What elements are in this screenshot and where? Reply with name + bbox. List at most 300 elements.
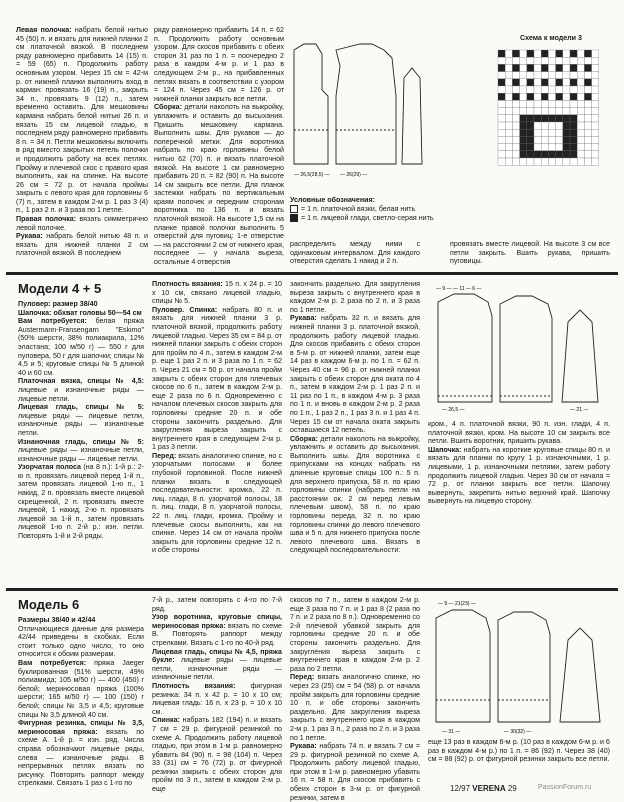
paragraph-text: белая пряжа Austermann-Fransengarn "Eskimo" (50% шерсти, 38% полиакрила, 12% эластана; 100 м/50 г) — 550 г для пуловера, 50 г для шапочки; спицы № 4,5 и 5; круговые спицы № 5 длиной 40 и 60 см.: [18, 317, 144, 377]
scheme-cell: [570, 144, 577, 151]
legend-title: Условные обозначения:: [290, 196, 376, 204]
paragraph-text: кром., 4 п. платочной вязки, 90 п. изн. глади, 4 п. платочной вязки, кром. На высоте 10 см закрыть все петли. Вшить воротник, пришить рукава.: [428, 420, 610, 446]
paragraph: [428, 420, 610, 446]
scheme-cell: [592, 158, 599, 165]
scheme-cell: [570, 100, 577, 107]
scheme-cell: [541, 57, 548, 64]
scheme-cell: [520, 72, 527, 79]
scheme-cell: [534, 151, 541, 158]
scheme-cell: [534, 115, 541, 122]
scheme-cell: [592, 72, 599, 79]
scheme-cell: [498, 79, 505, 86]
scheme-cell: [505, 100, 512, 107]
scheme-cell: [527, 72, 534, 79]
paragraph: [18, 403, 144, 437]
top-column-3: распределить между ними с одинаковым интервалом. Для каждого отверстия сделать 1 накид и 2 п.: [290, 240, 420, 266]
scheme-cell: [556, 57, 563, 64]
mid-dim-c: — 21 —: [570, 407, 589, 413]
scheme-cell: [512, 72, 519, 79]
scheme-cell: [498, 50, 505, 57]
scheme-cell: [505, 57, 512, 64]
scheme-cell: [556, 144, 563, 151]
scheme-cell: [584, 115, 591, 122]
scheme-cell: [577, 64, 584, 71]
scheme-cell: [548, 79, 555, 86]
paragraph-lead: Правая полочка:: [16, 215, 77, 224]
paragraph: [18, 625, 144, 659]
scheme-cell: [548, 108, 555, 115]
scheme-cell: [563, 108, 570, 115]
paragraph-text: вязать по схеме В. Повторять раппорт между стрелками. Вязать с 1-го по 40-й ряд.: [152, 621, 282, 647]
scheme-cell: [563, 115, 570, 122]
scheme-cell: [534, 144, 541, 151]
scheme-cell: [541, 151, 548, 158]
paragraph: [152, 682, 282, 716]
scheme-cell: [520, 86, 527, 93]
scheme-cell: [498, 64, 505, 71]
scheme-cell: [563, 72, 570, 79]
scheme-cell: [541, 122, 548, 129]
scheme-cell: [534, 129, 541, 136]
scheme-cell: [570, 93, 577, 100]
scheme-cell: [520, 122, 527, 129]
paragraph-lead: Узор воротника, круговые спицы, мериносовая пряжа:: [152, 613, 282, 630]
scheme-cell: [563, 151, 570, 158]
scheme-cell: [541, 136, 548, 143]
scheme-cell: [548, 50, 555, 57]
scheme-cell: [592, 100, 599, 107]
paragraph-text: набрать 74 п. и вязать 7 см = 29 р. фигурной резинкой по схеме А. Продолжить работу лицевой гладью, при этом в 1-м р. равномерно убавить 16 п. = 58 п. Для скосов прибавить с обеих сторон в 3-м р. от фигурной резинки, затем в: [290, 742, 420, 802]
paragraph-lead: Рукава:: [16, 232, 43, 241]
scheme-cell: [498, 151, 505, 158]
scheme-cell: [520, 158, 527, 165]
paragraph-lead: Левая полочка:: [16, 26, 72, 34]
paragraph: [152, 716, 282, 793]
paragraph-text: вязать аналогично спинке, но с узорчатыми полосами и более глубокой горловиной. После нижней планки вязать в следующей последовательности: кромка, 22 п. лиц. глади, 8 п. узорчатой полосы, 18 п. лиц. глади, 8 п. узорчатой полосы, 22 п. лиц. глади, кромка. Пройму и плечевые скосы выполнить, как на спинке. Через 14 см от начала пройм закрыть для горловины средние 12 п. и обе стороны: [152, 451, 282, 555]
paragraph-text: лицевые ряды — лицевые петли, изнаночные ряды — изнаночные петли.: [152, 656, 282, 682]
paragraph-text: набрать 32 п. и вязать для нижней планки 3 р. платочной вязкой, продолжить работу лицевой гладью. Для скосов прибавить с обеих сторон в 5-м р. от нижней планки, затем еще 14 раз в каждом 6-м р. по 1 п. = 62 п. Через 40 см = 96 р. от нижней планки закрыть с обеих сторон для оката по 4 п., затем в каждом 2-м р. 1 раз 2 п. и 11 раз по 1 п., в каждом 4-м р. 3 раза по 1 п. и вновь в каждом 2-м р. 2 раза по 1 п., 1 раз 2 п., 1 раз 3 п. и 1 раз 4 п. Через 15 см от начала оката закрыть оставшиеся 12 петель.: [290, 314, 420, 435]
paragraph: [18, 616, 144, 625]
scheme-cell: [534, 158, 541, 165]
paragraph-lead: Лицевая гладь, спицы № 5:: [18, 403, 144, 412]
scheme-cell: [512, 79, 519, 86]
section-divider-2: [6, 588, 618, 591]
scheme-cell: [512, 144, 519, 151]
scheme-cell: [556, 72, 563, 79]
paragraph-lead: Фигурная резинка, спицы № 3,5, мериносовая пряжа:: [18, 719, 144, 736]
paragraph-lead: Размеры 38/40 и 42/44: [18, 616, 96, 624]
paragraph: [18, 438, 144, 464]
paragraph-lead: Платочная вязка, спицы № 4,5:: [18, 377, 144, 386]
top-column-2: [154, 26, 284, 267]
top-schematic-diagram: [288, 30, 426, 180]
scheme-cell: [592, 151, 599, 158]
scheme-cell: [527, 129, 534, 136]
scheme-cell: [570, 158, 577, 165]
scheme-cell: [548, 158, 555, 165]
bottom-column-4: еще 13 раз в каждом 6-м р. (10 раз в каждом 6-м р. и 6 раз в каждом 4-м р.) по 1 п. = 86 (92) п. Через 38 (40) см = 88 (92) р. от фигурной резинки закрыть все петли.: [428, 738, 610, 764]
scheme-cell: [534, 93, 541, 100]
paragraph-text: фигурная резинка: 34 п. х 42 р. = 10 х 10 см; лицевая гладь: 16 п. х 23 р. = 10 х 10 см.: [152, 681, 282, 716]
scheme-cell: [541, 115, 548, 122]
middle-column-2: [152, 280, 282, 576]
scheme-cell: [570, 115, 577, 122]
scheme-cell: [505, 72, 512, 79]
scheme-cell: [520, 136, 527, 143]
paragraph: [290, 280, 420, 314]
scheme-cell: [505, 129, 512, 136]
paragraph: [290, 314, 420, 434]
paragraph-text: набрать на короткие круговые спицы 80 п. и вязать для планки по кругу 1 р. изнаночными, 1 р. лицевыми, 1 р. изнаночными петлями, затем работу продолжить лицевой гладью. Через 30 см от начала = 72 р. от планки закрыть все петли. Шапочку вывернуть, закрепить нитью верхний край. Шапочку вывернуть на лицевую сторону.: [428, 445, 610, 506]
scheme-cell: [512, 100, 519, 107]
paragraph-text: ряду равномерно прибавить 14 п. = 62 п. Продолжить работу основным узором. Для скосов прибавить с обеих сторон 31 раз по 1 п. = поочередно 2 раза в каждом 4-м р. и 1 раз в следующем 2-м р., на прибавленных петлях вязать в соответствии с узором = 124 п. Через 45 см = 126 р. от нижней планки закрыть все петли.: [154, 26, 284, 103]
scheme-cell: [498, 144, 505, 151]
scheme-cell: [512, 136, 519, 143]
paragraph-lead: Пуловер: размер 38/40: [18, 300, 98, 308]
scheme-model-3-grid: [494, 46, 606, 172]
paragraph-lead: Перед:: [152, 451, 177, 460]
paragraph-lead: Лицевая гладь, спицы № 4,5, пряжа букле:: [152, 647, 282, 665]
scheme-cell: [505, 93, 512, 100]
scheme-cell: [541, 108, 548, 115]
scheme-cell: [570, 57, 577, 64]
paragraph-text: скосов по 7 п., затем в каждом 2-м р. еще 3 раза по 7 п. и 1 раз 8 (2 раза по 7 п. и 2 раза по 8 п.). Одновременно со 2-й плечевой убавкой закрыть для горловины средние 20 п. и обе стороны закончить раздельно. Для закругления выреза закрыть с внутреннего края в каждом 2-м р. 2 раза по 2 петли.: [290, 596, 420, 673]
paragraph: [16, 232, 148, 258]
scheme-cell: [563, 136, 570, 143]
scheme-cell: [592, 93, 599, 100]
scheme-cell: [505, 136, 512, 143]
paragraph-text: набрать белой нитью 45 (50) п. и вязать для нижней планки 2 см платочной вязкой. В последнем ряду равномерно прибавить 14 (15) п. = 59 (65) п. Продолжить работу основным узором. Через 15 см = 42-м р. от нижней планки выполнить вход в карман: провязать 16 (19) п., закрыть 34 п., провязать 9 (12) п., затем временно оставить. Для мешковины кармана набрать белой нитью 26 п. и вязать 15 см лицевой гладью, в последнем ряду равномерно прибавить 8 п. = 34 п. Петли мешковины включить в ряд вместо закрытых петель полочки и продолжить работу на всех петлях. Пройму и плечевой скос с правого края выполнить, как на спинке. На высоте 26 см = 72 р. от начала проймы закрыть с левого края для горловины 6 (7) п., затем в каждом 2-м р. 1 раз 3 (4) п., 1 раз 2 п. и 3 раза по 1 петле.: [16, 26, 149, 215]
scheme-cell: [570, 64, 577, 71]
scheme-cell: [520, 64, 527, 71]
scheme-cell: [548, 64, 555, 71]
scheme-cell: [556, 115, 563, 122]
scheme-cell: [512, 86, 519, 93]
scheme-cell: [534, 100, 541, 107]
scheme-cell: [577, 151, 584, 158]
bot-dim-c: — 30(32) —: [504, 729, 532, 735]
paragraph-text: лицевые и изнаночные ряды — лицевые петли.: [18, 385, 144, 403]
scheme-cell: [556, 64, 563, 71]
paragraph-lead: Плотность вязания:: [152, 681, 236, 690]
paragraph-lead: Спинка:: [152, 716, 180, 725]
paragraph-text: набрать 80 п. и вязать для нижней планки 3 р. платочной вязкой, продолжить работу лицевой гладью. Через 35 см = 84 р. от нижней планки закрыть с обеих сторон для пройм по 4 п., затем в каждом 2-м р. еще 1 раз 2 п. и 3 раза по 1 п. = 62 п. Через 21 см = 50 р. от начала пройм закрыть с обеих сторон для плечевых скосов по 6 п., затем в каждом 2-м р. еще 2 раза по 6 п. Одновременно с началом плечевых скосов закрыть для горловины средние 20 п. и обе стороны закончить раздельно. Для закругления выреза закрыть с внутреннего края в следующем 2-м р. 1 раз 3 петли.: [152, 305, 282, 452]
scheme-cell: [548, 93, 555, 100]
scheme-cell: [534, 122, 541, 129]
scheme-cell: [570, 136, 577, 143]
top-column-4: провязать вместе лицевой. На высоте 3 см все петли закрыть. Вшить рукава, пришить пуговицы.: [450, 240, 610, 266]
scheme-cell: [584, 108, 591, 115]
scheme-cell: [548, 86, 555, 93]
scheme-cell: [584, 144, 591, 151]
paragraph-text: набрать 182 (194) п. и вязать 7 см = 29 р. фигурной резинкой по схеме А. Продолжить работу лицевой гладью, при этом в 1-м р. равномерно убавить 84 (90) п. = 98 (104) п. Через 33 (31) см = 76 (72) р. от фигурной резинки закрыть с обеих сторон для пройм по 3 п., затем в каждом 2-м р. еще: [152, 716, 282, 794]
scheme-cell: [498, 129, 505, 136]
middle-column-3: [290, 280, 420, 576]
paragraph: [152, 452, 282, 555]
scheme-cell: [584, 129, 591, 136]
paragraph-text: вязать аналогично спинке, но через 23 (25) см = 54 (58) р. от начала пройм закрыть для горловины средние 10 п. и обе стороны закончить раздельно. Для закругления выреза закрыть с внутреннего края в каждом 2-м р. 1 раз 3 п., 2 раза по 2 п. и 3 раза по 1 петле.: [290, 673, 420, 742]
scheme-cell: [534, 50, 541, 57]
scheme-cell: [563, 100, 570, 107]
scheme-cell: [548, 151, 555, 158]
scheme-cell: [512, 151, 519, 158]
scheme-cell: [520, 50, 527, 57]
scheme-cell: [577, 86, 584, 93]
scheme-cell: [505, 151, 512, 158]
scheme-cell: [592, 144, 599, 151]
scheme-cell: [520, 108, 527, 115]
scheme-cell: [520, 115, 527, 122]
paragraph: [18, 463, 144, 540]
legend-block: [290, 196, 490, 223]
scheme-cell: [498, 122, 505, 129]
models-4-5-heading: Модели 4 + 5: [18, 281, 102, 296]
scheme-cell: [541, 79, 548, 86]
paragraph: [18, 317, 144, 377]
paragraph: [152, 648, 282, 682]
scheme-cell: [556, 86, 563, 93]
scheme-cell: [592, 122, 599, 129]
scheme-cell: [570, 122, 577, 129]
paragraph-lead: Изнаночная гладь, спицы № 5:: [18, 437, 144, 446]
paragraph-lead: Шапочка: обхват головы 50—54 см: [18, 308, 142, 317]
scheme-cell: [505, 108, 512, 115]
scheme-cell: [541, 72, 548, 79]
scheme-cell: [556, 151, 563, 158]
scheme-cell: [577, 57, 584, 64]
scheme-cell: [584, 158, 591, 165]
scheme-cell: [556, 108, 563, 115]
scheme-cell: [512, 115, 519, 122]
scheme-cell: [548, 144, 555, 151]
scheme-cell: [527, 108, 534, 115]
magazine-name: VERENA: [472, 784, 506, 793]
paragraph-text: 7-й р., затем повторять с 4-го по 7-й ряд.: [152, 596, 282, 613]
scheme-cell: [534, 108, 541, 115]
scheme-cell: [570, 129, 577, 136]
paragraph: [18, 659, 144, 719]
scheme-cell: [556, 100, 563, 107]
paragraph-text: лицевые ряды — лицевые петли, изнаночные ряды — изнаночные петли.: [18, 411, 144, 437]
paragraph-lead: Рукава:: [290, 742, 317, 751]
scheme-cell: [512, 129, 519, 136]
scheme-cell: [512, 93, 519, 100]
scheme-cell: [534, 86, 541, 93]
scheme-cell: [498, 100, 505, 107]
scheme-cell: [541, 50, 548, 57]
paragraph: [154, 103, 284, 266]
scheme-cell: [584, 122, 591, 129]
scheme-cell: [577, 79, 584, 86]
scheme-cell: [592, 136, 599, 143]
paragraph: [152, 613, 282, 647]
scheme-cell: [520, 151, 527, 158]
paragraph-lead: Шапочка:: [428, 445, 462, 454]
bot-dim-a: — 9 — 21(23) —: [438, 601, 476, 607]
top-dim-b: — 26(29) —: [340, 172, 368, 178]
scheme-cell: [548, 72, 555, 79]
scheme-cell: [592, 50, 599, 57]
paragraph-lead: Вам потребуется:: [18, 317, 87, 326]
scheme-cell: [527, 79, 534, 86]
scheme-cell: [570, 151, 577, 158]
scheme-cell: [527, 144, 534, 151]
scheme-cell: [520, 100, 527, 107]
scheme-cell: [563, 86, 570, 93]
scheme-cell: [584, 50, 591, 57]
scheme-cell: [570, 79, 577, 86]
scheme-cell: [556, 158, 563, 165]
scheme-cell: [505, 122, 512, 129]
scheme-cell: [584, 86, 591, 93]
paragraph-lead: Вам потребуется:: [18, 658, 87, 667]
paragraph-text: закончить раздельно. Для закругления выреза закрыть с внутреннего края в каждом 2-м р. 2 раза по 2 п. и 3 раза по 1 петле.: [290, 280, 420, 314]
scheme-cell: [577, 129, 584, 136]
scheme-cell: [527, 57, 534, 64]
scheme-cell: [592, 86, 599, 93]
scheme-cell: [505, 64, 512, 71]
scheme-cell: [498, 86, 505, 93]
scheme-cell: [556, 136, 563, 143]
paragraph: [290, 435, 420, 555]
scheme-cell: [548, 57, 555, 64]
model-6-heading: Модель 6: [18, 597, 80, 612]
scheme-cell: [556, 50, 563, 57]
paragraph: [18, 309, 144, 318]
paragraph-text: (на 8 п.): 1-й р.: 2-ю п. провязать лицевой перед 1-й п., затем провязать лицевой 1-ю п., 1 накид, 2 п. провязать вместе лицевой скрещенной, 2 п. провязать вместе лицевой, 1 накид, 2-ю п. провязать лицевой за 1-й п., затем провязать лицевой 1-ю п. 2-й р.: изн. петли. Повторять 1-й и 2-й ряды.: [18, 463, 144, 541]
paragraph-text: вязать симметрично левой полочке.: [16, 215, 148, 232]
top-dim-a: — 26,5(28,5) —: [294, 172, 330, 178]
scheme-cell: [577, 108, 584, 115]
paragraph-lead: Пуловер. Спинка:: [152, 305, 218, 314]
scheme-cell: [505, 86, 512, 93]
scheme-cell: [498, 72, 505, 79]
scheme-cell: [570, 86, 577, 93]
legend-item-grey: = 1 п. лицевой глади, светло-серая нить: [290, 214, 490, 223]
scheme-cell: [498, 57, 505, 64]
scheme-cell: [520, 93, 527, 100]
scheme-cell: [505, 79, 512, 86]
filled-square-icon: [290, 214, 298, 222]
paragraph-lead: Плотность вязания:: [152, 280, 223, 288]
paragraph: [152, 280, 282, 306]
paragraph-text: детали наколоть на выкройку, увлажнить и оставить до высыхания. Выполнить швы. Для воротника с припусками на концах набрать на длинные круговые спицы 100 п.: 5 п. для верхнего припуска, 58 п. по краю горловины спинки (набрать петли на расстоянии ок. 2 см перед левым плечевым швом), 58 п. по краю горловины переда, 32 п. по краю горловины спинки до левого плечевого шва и 5 п. для нижнего припуска после левого плечевого шва. Вязать в следующей последовательности:: [290, 434, 420, 555]
paragraph-text: пряжа Jaeger буклированная (51% шерсти, 49% полиамида; 105 м/50 г) — 400 (450) г белой; мериносовая пряжа (100% шерсти; 165 м/50 г) — 100 (150) г белой; спицы № 3,5 и 4,5; круговые спицы № 3,5 длиной 40 см.: [18, 658, 144, 719]
scheme-cell: [577, 122, 584, 129]
scheme-cell: [527, 136, 534, 143]
middle-schematic-diagram: [428, 282, 614, 414]
watermark: PassionForum.ru: [538, 784, 592, 791]
paragraph: [428, 446, 610, 506]
scheme-cell: [527, 50, 534, 57]
paragraph-text: 15 п. х 24 р. = 10 х 10 см, связано лицевой гладью, спицы № 5.: [152, 280, 282, 306]
scheme-cell: [541, 64, 548, 71]
scheme-cell: [548, 136, 555, 143]
scheme-cell: [505, 115, 512, 122]
paragraph: [152, 596, 282, 613]
scheme-cell: [548, 100, 555, 107]
scheme-cell: [505, 144, 512, 151]
scheme-cell: [563, 129, 570, 136]
scheme-cell: [512, 64, 519, 71]
issue-number: 12/97: [450, 784, 471, 793]
scheme-cell: [512, 122, 519, 129]
scheme-cell: [512, 50, 519, 57]
middle-column-1: [18, 300, 144, 576]
scheme-cell: [520, 79, 527, 86]
scheme-cell: [541, 86, 548, 93]
paragraph-lead: Сборка:: [290, 434, 318, 443]
paragraph-lead: Рукава:: [290, 314, 317, 323]
scheme-cell: [556, 79, 563, 86]
bottom-column-3: [290, 596, 420, 802]
scheme-cell: [563, 50, 570, 57]
paragraph: [16, 215, 148, 232]
scheme-cell: [584, 136, 591, 143]
paragraph: [18, 719, 144, 788]
scheme-cell: [527, 64, 534, 71]
mid-dim-b: — 26,5 —: [442, 407, 465, 413]
scheme-cell: [592, 57, 599, 64]
scheme-cell: [541, 144, 548, 151]
paragraph: [152, 306, 282, 452]
scheme-cell: [512, 158, 519, 165]
scheme-cell: [563, 144, 570, 151]
scheme-cell: [584, 93, 591, 100]
scheme-cell: [556, 129, 563, 136]
scheme-cell: [592, 129, 599, 136]
scheme-cell: [534, 64, 541, 71]
scheme-cell: [584, 151, 591, 158]
scheme-cell: [570, 72, 577, 79]
page-number: 29: [507, 784, 517, 793]
scheme-cell: [534, 79, 541, 86]
scheme-cell: [592, 79, 599, 86]
paragraph-text: детали наколоть на выкройку, увлажнить и оставить до высыхания. Пришить мешковину кармана. Выполнить швы. Для рукавов — до поперечной метки. Для воротника набрать по краю горловины белой нитью 62 (70) п. и вязать платочной вязкой. На высоте 1 см равномерно прибавить 20 п. = 82 (90) п. На высоте 14 см закрыть все петли. Для планок застежки набрать по вертикальным краям полочек и передним сторонам воротника по 136 п. и вязать платочной вязкой. На высоте 1,5 см на планке правой полочки выполнить 5 отверстий для пуговиц: 1-е отверстие — на расстоянии 2 см от нижнего края, последнее — у начала выреза, остальные 4 отверстия: [154, 103, 284, 267]
bottom-column-1: [18, 616, 144, 786]
legend-item-white: = 1 п. платочной вязки, белая нить: [290, 205, 490, 214]
paragraph-text: лицевые ряды — изнаночные петли, изнаночные ряды — лицевые петли.: [18, 446, 144, 463]
scheme-cell: [577, 72, 584, 79]
scheme-cell: [527, 93, 534, 100]
paragraph: [18, 300, 144, 309]
scheme-cell: [577, 50, 584, 57]
scheme-cell: [527, 100, 534, 107]
scheme-cell: [577, 136, 584, 143]
scheme-cell: [541, 93, 548, 100]
mid-dim-a: — 9 — — 11 — 6 —: [436, 286, 482, 292]
scheme-cell: [498, 115, 505, 122]
scheme-cell: [541, 100, 548, 107]
scheme-cell: [527, 122, 534, 129]
paragraph: [290, 673, 420, 742]
scheme-cell: [527, 115, 534, 122]
scheme-cell: [520, 57, 527, 64]
scheme-cell: [520, 129, 527, 136]
scheme-cell: [577, 93, 584, 100]
scheme-cell: [527, 86, 534, 93]
scheme-cell: [563, 57, 570, 64]
bottom-schematic-diagram: [428, 596, 614, 736]
scheme-cell: [498, 158, 505, 165]
section-divider-1: [6, 272, 618, 275]
scheme-cell: [570, 108, 577, 115]
paragraph-text: Отличающиеся данные для размера 42/44 приведены в скобках. Если стоит только одно число, то оно относится к обоим размерам.: [18, 624, 144, 659]
scheme-cell: [505, 158, 512, 165]
scheme-cell: [498, 108, 505, 115]
bottom-column-2: [152, 596, 282, 794]
scheme-cell: [541, 158, 548, 165]
